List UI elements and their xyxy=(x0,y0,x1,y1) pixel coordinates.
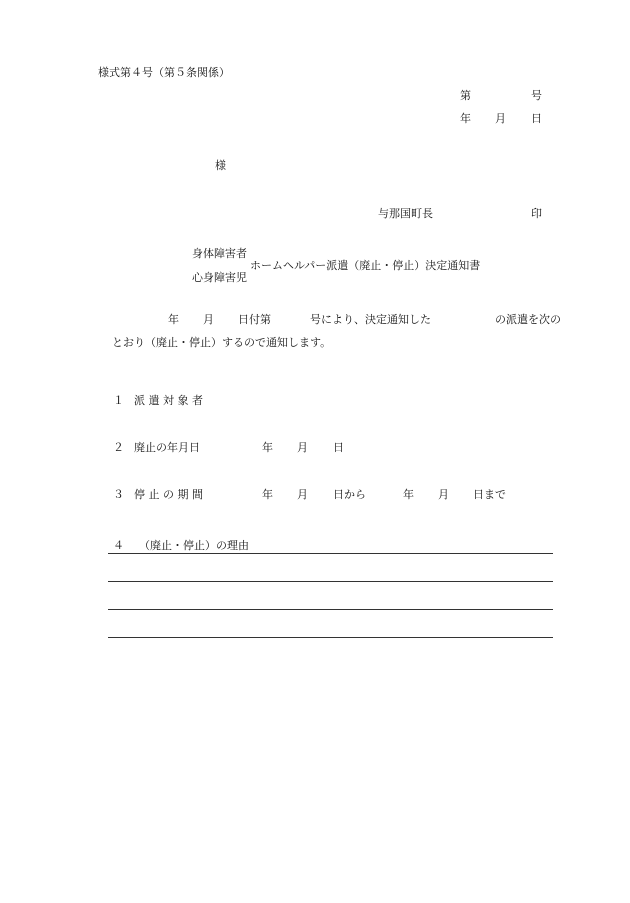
date-day: 日 xyxy=(531,112,542,125)
title-type-mental: 心身障害児 xyxy=(192,271,247,284)
item-2-label: 廃止の年月日 xyxy=(134,441,200,454)
reason-line xyxy=(108,581,553,582)
item-2-day: 日 xyxy=(333,441,344,454)
item-3-day-from: 日から xyxy=(333,488,366,501)
body-month: 月 xyxy=(203,313,214,326)
item-4-label: （廃止・停止）の理由 xyxy=(139,539,249,552)
number-go: 号 xyxy=(531,89,542,102)
body-line-2: とおり（廃止・停止）するので通知します。 xyxy=(112,336,332,349)
title-type-physical: 身体障害者 xyxy=(192,247,247,260)
item-3-year-from: 年 xyxy=(262,488,273,501)
item-3-year-to: 年 xyxy=(403,488,414,501)
item-2-year: 年 xyxy=(262,441,273,454)
issuer-seal: 印 xyxy=(531,207,542,220)
date-year: 年 xyxy=(460,112,471,125)
item-3-number: ３ xyxy=(113,488,124,501)
reason-line xyxy=(108,637,553,638)
item-2-month: 月 xyxy=(297,441,308,454)
item-4-number: ４ xyxy=(113,539,124,552)
item-3-label: 停 止 の 期 間 xyxy=(134,488,203,501)
date-month: 月 xyxy=(495,112,506,125)
body-decision: 号により、決定通知した xyxy=(310,313,431,326)
document-title: ホームヘルパー派遣（廃止・停止）決定通知書 xyxy=(250,259,481,272)
item-1-number: １ xyxy=(113,394,124,407)
body-year: 年 xyxy=(168,313,179,326)
addressee-sama: 様 xyxy=(215,159,226,172)
item-1-label: 派 遣 対 象 者 xyxy=(134,394,203,407)
item-3-month-from: 月 xyxy=(297,488,308,501)
reason-line xyxy=(108,609,553,610)
number-dai: 第 xyxy=(460,89,471,102)
form-number: 様式第４号（第５条関係） xyxy=(98,66,230,79)
item-3-month-to: 月 xyxy=(438,488,449,501)
item-2-number: ２ xyxy=(113,441,124,454)
body-dispatch: の派遣を次の xyxy=(495,313,561,326)
issuer-title: 与那国町長 xyxy=(378,207,433,220)
body-day-number: 日付第 xyxy=(238,313,271,326)
item-3-day-to: 日まで xyxy=(473,488,506,501)
reason-line xyxy=(108,553,553,554)
